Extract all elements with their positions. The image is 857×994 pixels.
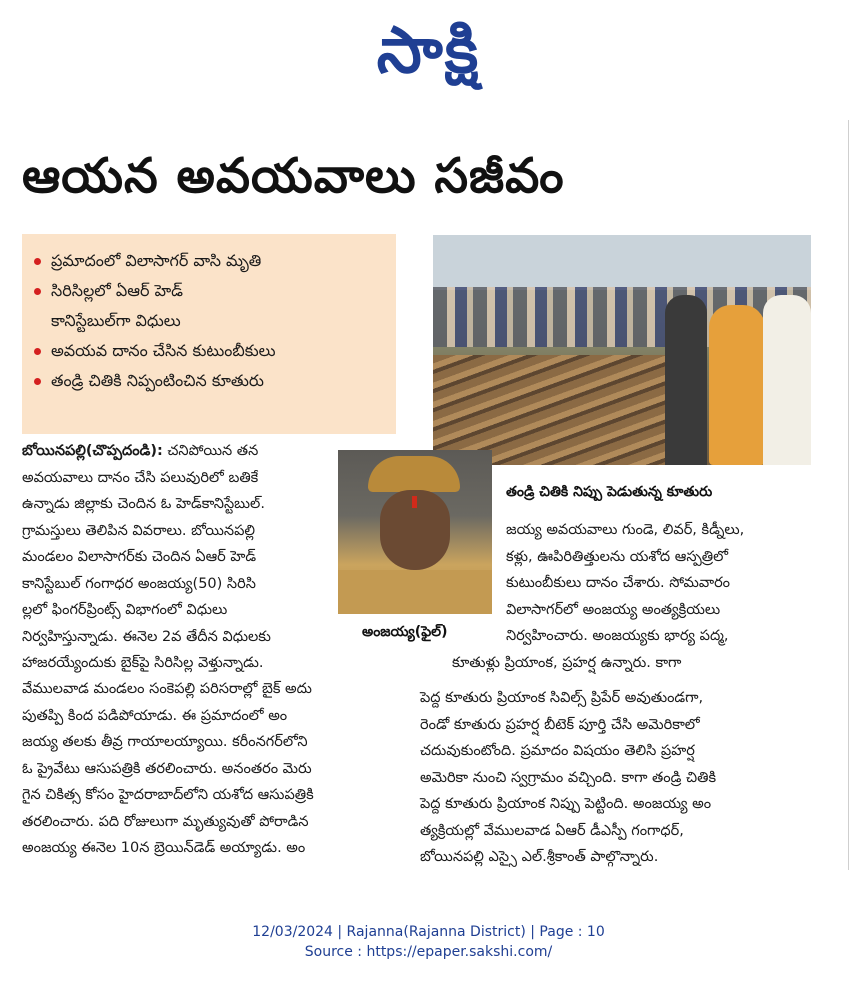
article-line: పెద్ద కూతురు ప్రియాంక సివిల్స్ ప్రిపేర్ అవుతుండగా, bbox=[420, 690, 704, 706]
highlight-text: అవయవ దానం చేసిన కుటుంబీకులు bbox=[51, 341, 276, 360]
article-line: వేములవాడ మండలం సంకెపల్లి పరిసరాల్లో బైక్ అదు bbox=[22, 681, 312, 697]
highlight-item bbox=[34, 336, 386, 366]
article-line: చదువుకుంటోంది. ప్రమాదం విషయం తెలిసి ప్రహర్ష bbox=[420, 743, 695, 759]
article-column-left-bottom bbox=[22, 676, 402, 862]
article-line: అమెరికా నుంచి స్వగ్రామం వచ్చింది. కాగా తండ్రి చితికి bbox=[420, 769, 717, 786]
article-line: నిర్వహించారు. అంజయ్యకు భార్య పద్మ, bbox=[506, 628, 729, 644]
photo-person bbox=[763, 295, 811, 465]
highlight-text: సిరిసిల్లలో ఏఆర్ హెడ్ bbox=[51, 281, 183, 300]
article-line: బోయినపల్లి(చొప్పదండి): చనిపోయిన తన bbox=[22, 443, 259, 459]
article-line: రెండో కూతురు ప్రహర్ష బీటెక్ పూర్తి చేసి అమెరికాలో bbox=[420, 716, 700, 733]
article-line: అవయవాలు దానం చేసి పలువురిలో బతికే bbox=[22, 469, 259, 486]
column-divider bbox=[848, 120, 849, 870]
article-column-right-top bbox=[506, 517, 836, 650]
article-line: నిర్వహిస్తున్నాడు. ఈనెల 2వ తేదీన విధులకు bbox=[22, 628, 271, 645]
portrait-caption: అంజయ్య(ఫైల్) bbox=[362, 624, 448, 640]
article-line: ఉన్నాడు జిల్లాకు చెందిన ఓ హెడ్‌కానిస్టేబుల్. bbox=[22, 496, 265, 512]
highlight-text: ప్రమాదంలో విలాసాగర్ వాసి మృతి bbox=[51, 251, 262, 270]
article-column-right-mid bbox=[452, 650, 857, 677]
photo-daughter bbox=[709, 305, 765, 465]
article-line: తరలించారు. పది రోజులుగా మృత్యువుతో పోరాడిన bbox=[22, 813, 309, 830]
portrait-photo bbox=[338, 450, 492, 614]
article-column-right-bottom bbox=[420, 685, 840, 871]
bullet-icon bbox=[34, 378, 41, 385]
article-line: మండలం విలాసాగర్‌కు చెందిన ఏఆర్ హెడ్ bbox=[22, 549, 257, 565]
article-line: హాజరయ్యేందుకు బైక్‌పై సిరిసిల్ల వెళ్తున్నాడు. bbox=[22, 655, 264, 671]
highlights-box bbox=[22, 234, 396, 434]
article-column-left-top bbox=[22, 438, 332, 677]
funeral-photo bbox=[433, 235, 811, 465]
masthead bbox=[0, 8, 857, 108]
bullet-icon bbox=[34, 258, 41, 265]
masthead-logo: సాక్షి bbox=[376, 13, 481, 88]
photo-caption: తండ్రి చితికి నిప్పు పెడుతున్న కూతురు bbox=[506, 484, 713, 500]
footer bbox=[0, 922, 857, 962]
article-line: గైన చికిత్స కోసం హైదరాబాద్‌లోని యశోద ఆసుపత్రికి bbox=[22, 787, 314, 803]
article-line: జయ్య తలకు తీవ్ర గాయాలయ్యాయి. కరీంనగర్‌లోని bbox=[22, 734, 308, 750]
article-line: కళ్లు, ఊపిరితిత్తులను యశోద ఆస్పత్రిలో bbox=[506, 548, 729, 565]
article-line: గ్రామస్తులు తెలిపిన వివరాలు. బోయినపల్లి bbox=[22, 522, 256, 539]
headline: ఆయన అవయవాలు సజీవం bbox=[22, 148, 565, 204]
article-line: కానిస్టేబుల్ గంగాధర అంజయ్య(50) సిరిసి bbox=[22, 575, 256, 592]
portrait-tilak bbox=[412, 496, 417, 508]
article-line: ఓ ప్రైవేటు ఆసుపత్రికి తరలించారు. అనంతరం మెరు bbox=[22, 760, 312, 777]
highlight-item bbox=[34, 246, 386, 276]
bullet-icon bbox=[34, 288, 41, 295]
portrait-cap bbox=[368, 456, 460, 492]
article-line: ల్లలో ఫింగర్‌ప్రింట్స్ విభాగంలో విధులు bbox=[22, 602, 228, 618]
portrait-uniform bbox=[338, 570, 492, 614]
dateline: బోయినపల్లి(చొప్పదండి): bbox=[22, 443, 163, 459]
article-line: కుటుంబీకులు దానం చేశారు. సోమవారం bbox=[506, 575, 731, 591]
bullet-icon bbox=[34, 348, 41, 355]
article-line: బోయినపల్లి ఎస్సై ఎల్.శ్రీకాంత్ పాల్గొన్నారు. bbox=[420, 849, 659, 865]
highlight-item bbox=[34, 276, 386, 306]
highlight-item-continued bbox=[34, 306, 386, 336]
footer-source: Source : https://epaper.sakshi.com/ bbox=[304, 944, 553, 960]
highlight-item bbox=[34, 366, 386, 396]
photo-pyre bbox=[433, 355, 667, 465]
article-line: త్యక్రియల్లో వేములవాడ ఏఆర్ డీఎస్పీ గంగాధర్, bbox=[420, 822, 684, 839]
photo-person bbox=[665, 295, 707, 465]
article-line: అంజయ్య ఈనెల 10న బ్రెయిన్‌డెడ్ అయ్యాడు. అం bbox=[22, 840, 306, 856]
highlight-text: తండ్రి చితికి నిప్పంటించిన కూతురు bbox=[51, 371, 264, 390]
footer-page-info: 12/03/2024 | Rajanna(Rajanna District) | Page : 10 bbox=[252, 924, 605, 940]
article-line: పెద్ద కూతురు ప్రియాంక నిప్పు పెట్టింది. అంజయ్య అం bbox=[420, 796, 712, 812]
highlight-text: కానిస్టేబుల్‌గా విధులు bbox=[51, 311, 181, 330]
article-line: జయ్య అవయవాలు గుండె, లివర్, కిడ్నీలు, bbox=[506, 522, 745, 538]
article-line: విలాసాగర్‌లో అంజయ్య అంత్యక్రియలు bbox=[506, 601, 721, 618]
article-line: కూతుళ్లు ప్రియాంక, ప్రహర్ష ఉన్నారు. కాగా bbox=[452, 655, 682, 671]
article-line: పుతప్పి కింద పడిపోయాడు. ఈ ప్రమాదంలో అం bbox=[22, 707, 288, 724]
